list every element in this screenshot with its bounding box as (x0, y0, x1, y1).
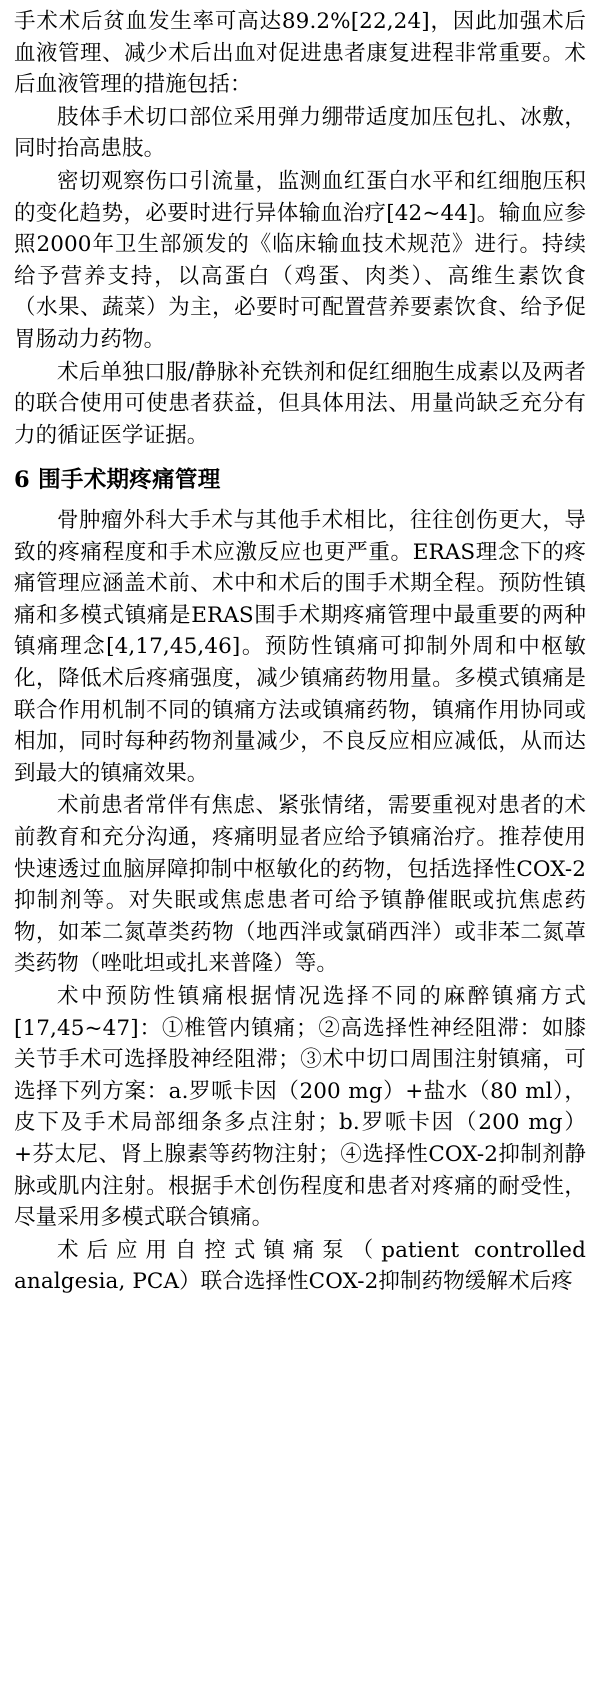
paragraph-anemia-intro: 手术术后贫血发生率可高达89.2%[22,24]，因此加强术后血液管理、减少术后出血对促进患者康复进程非常重要。术后血液管理的措施包括： (14, 9, 586, 98)
paragraph-preoperative-pain: 术前患者常伴有焦虑、紧张情绪，需要重视对患者的术前教育和充分沟通，疼痛明显者应给予镇痛治疗。推荐使用快速透过血脑屏障抑制中枢敏化的药物，包括选择性COX-2抑制剂等。对失眠或焦虑患者可给予镇静催眠或抗焦虑药物，如苯二氮䓬类药物（地西泮或氯硝西泮）或非苯二氮䓬类药物（唑吡坦或扎来普隆）等。 (14, 793, 586, 977)
paragraph-drainage-monitor: 密切观察伤口引流量，监测血红蛋白水平和红细胞压积的变化趋势，必要时进行异体输血治疗[42~44]。输血应参照2000年卫生部颁发的《临床输血技术规范》进行。持续给予营养支持，以高蛋白（鸡蛋、肉类）、高维生素饮食（水果、蔬菜）为主，必要时可配置营养要素饮食、给予促胃肠动力药物。 (14, 168, 586, 352)
paragraph-iron-epo: 术后单独口服/静脉补充铁剂和促红细胞生成素以及两者的联合使用可使患者获益，但具体用法、用量尚缺乏充分有力的循证医学证据。 (14, 359, 586, 448)
paragraph-intraoperative-pain: 术中预防性镇痛根据情况选择不同的麻醉镇痛方式[17,45~47]：①椎管内镇痛；②高选择性神经阻滞：如膝关节手术可选择股神经阻滞；③术中切口周围注射镇痛，可选择下列方案：a.罗哌卡因（200 mg）+盐水（80 ml），皮下及手术局部细条多点注射；b.罗哌卡因（200 mg）+芬太尼、肾上腺素等药物注射；④选择性COX-2抑制剂静脉或肌内注射。根据手术创伤程度和患者对疼痛的耐受性，尽量采用多模式联合镇痛。 (14, 983, 586, 1231)
paragraph-limb-compression: 肢体手术切口部位采用弹力绷带适度加压包扎、冰敷，同时抬高患肢。 (14, 104, 586, 162)
paragraph-postoperative-pca: 术后应用自控式镇痛泵（patient controlled analgesia, PCA）联合选择性COX-2抑制药物缓解术后疼 (14, 1237, 586, 1295)
section-heading-6: 6 围手术期疼痛管理 (14, 467, 221, 494)
paragraph-pain-intro: 骨肿瘤外科大手术与其他手术相比，往往创伤更大，导致的疼痛程度和手术应激反应也更严重。ERAS理念下的疼痛管理应涵盖术前、术中和术后的围手术期全程。预防性镇痛和多模式镇痛是ERAS围手术期疼痛管理中最重要的两种镇痛理念[4,17,45,46]。预防性镇痛可抑制外周和中枢敏化，降低术后疼痛强度，减少镇痛药物用量。多模式镇痛是联合作用机制不同的镇痛方法或镇痛药物，镇痛作用协同或相加，同时每种药物剂量减少，不良反应相应减低，从而达到最大的镇痛效果。 (14, 508, 586, 786)
